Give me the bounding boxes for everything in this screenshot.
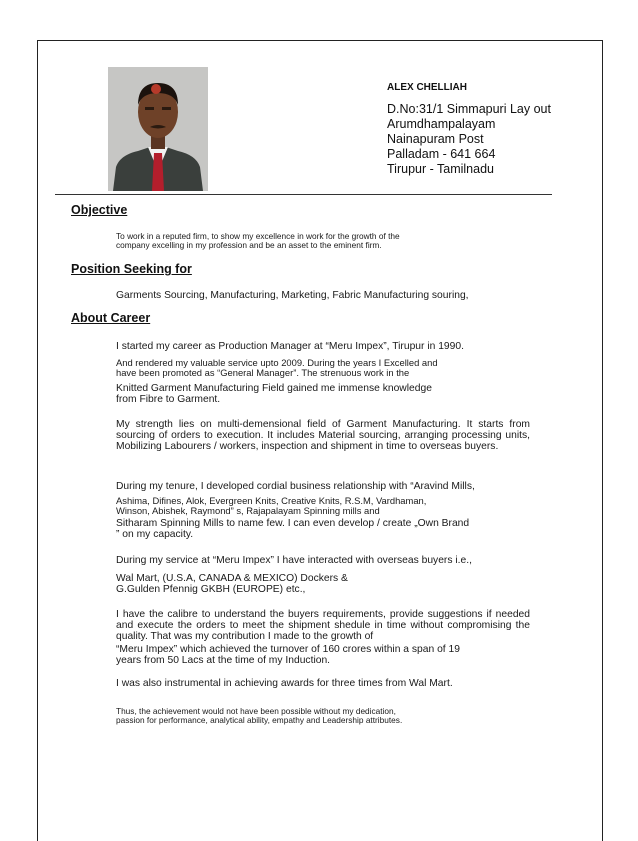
career-line: During my service at “Meru Impex” I have interacted with overseas buyers i.e., <box>116 555 472 566</box>
career-paragraph <box>116 481 530 492</box>
position-heading: Position Seeking for <box>71 262 192 276</box>
career-paragraph <box>116 573 530 595</box>
profile-photo <box>108 67 208 191</box>
objective-heading: Objective <box>71 203 128 217</box>
career-line: Ashima, Difines, Alok, Evergreen Knits, Creative Knits, R.S.M, Vardhaman, <box>116 495 427 506</box>
address-line: Palladam - 641 664 <box>387 147 496 161</box>
address-block <box>387 102 551 177</box>
career-line: ” on my capacity. <box>116 529 194 540</box>
career-line: Wal Mart, (U.S.A, CANADA & MEXICO) Dockers & <box>116 573 348 584</box>
applicant-name: ALEX CHELLIAH <box>387 82 467 93</box>
career-paragraph <box>116 707 530 725</box>
career-paragraph <box>116 518 530 540</box>
address-line: D.No:31/1 Simmapuri Lay out <box>387 102 551 116</box>
address-line: Arumdhampalayam <box>387 117 496 131</box>
position-text <box>116 290 530 301</box>
career-line: years from 50 Lacs at the time of my Induction. <box>116 655 331 666</box>
objective-line: To work in a reputed firm, to show my excellence in work for the growth of the <box>116 231 400 241</box>
career-paragraph: I was also instrumental in achieving awards for three times from Wal Mart. <box>116 678 453 689</box>
career-line: Thus, the achievement would not have been possible without my dedication, <box>116 706 396 716</box>
career-paragraph <box>116 555 530 566</box>
career-line: “Meru Impex” which achieved the turnover of 160 crores within a span of 19 <box>116 644 460 655</box>
career-line: from Fibre to Garment. <box>116 394 221 405</box>
address-line: Nainapuram Post <box>387 132 484 146</box>
career-paragraph: My strength lies on multi-demensional field of Garment Manufacturing. It starts from sourcing of orders to execution. It includes Material sourcing, arranging processing units, Mobilizing Labourers / workers, inspection and shipment in time to overseas buyers. <box>116 419 530 452</box>
career-paragraph <box>116 644 530 666</box>
objective-line: company excelling in my profession and be an asset to the eminent firm. <box>116 240 382 250</box>
career-paragraph <box>116 496 530 516</box>
career-line: Knitted Garment Manufacturing Field gained me immense knowledge <box>116 383 432 394</box>
career-line: And rendered my valuable service upto 2009. During the years I Excelled and <box>116 357 438 368</box>
career-line: Winson, Abishek, Raymond” s, Rajapalayam Spinning mills and <box>116 505 380 516</box>
career-line: Sitharam Spinning Mills to name few. I can even develop / create „Own Brand <box>116 518 470 529</box>
address-line: Tirupur - Tamilnadu <box>387 162 494 176</box>
position-line: Garments Sourcing, Manufacturing, Marketing, Fabric Manufacturing souring, <box>116 290 469 301</box>
career-line: During my tenure, I developed cordial business relationship with “Aravind Mills, <box>116 481 475 492</box>
career-paragraph <box>116 383 530 405</box>
objective-text <box>116 232 530 250</box>
career-line: have been promoted as “General Manager”. The strenuous work in the <box>116 367 410 378</box>
career-heading: About Career <box>71 311 151 325</box>
career-line: G.Gulden Pfennig GKBH (EUROPE) etc., <box>116 584 306 595</box>
career-line: I started my career as Production Manager at “Meru Impex”, Tirupur in 1990. <box>116 341 464 352</box>
career-paragraph: I have the calibre to understand the buyers requirements, provide suggestions if needed and execute the orders to meet the shipment shedule in time without compromising the quality. That was my contribution I made to the growth of <box>116 609 530 642</box>
career-line: passion for performance, analytical ability, empathy and Leadership attributes. <box>116 715 403 725</box>
portrait-image <box>108 67 208 191</box>
career-paragraph <box>116 358 530 378</box>
header-divider <box>55 194 552 195</box>
career-paragraph <box>116 341 530 352</box>
